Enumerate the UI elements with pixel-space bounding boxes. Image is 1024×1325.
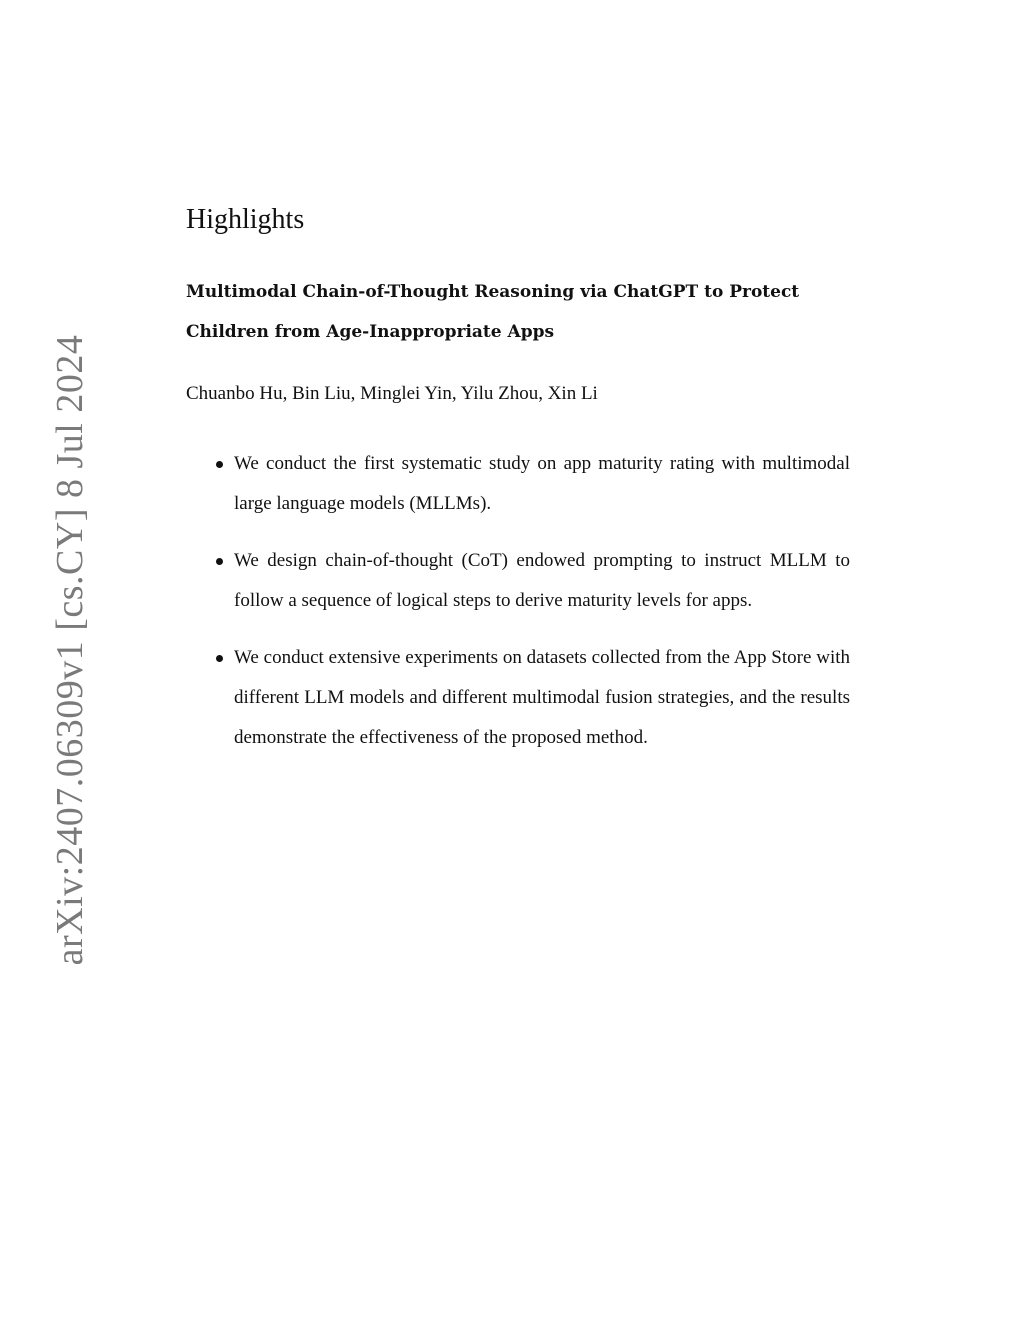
paper-title: Multimodal Chain-of-Thought Reasoning via ChatGPT to Protect Children from Age-Inappropriate Apps [186, 282, 800, 342]
bullet-icon [216, 461, 223, 468]
author-list: Chuanbo Hu, Bin Liu, Minglei Yin, Yilu Zhou, Xin Li [186, 383, 598, 404]
highlights-list [186, 444, 850, 758]
bullet-icon [216, 558, 223, 565]
highlight-text: We conduct the first systematic study on app maturity rating with multimodal large language models (MLLMs). [234, 453, 850, 514]
highlights-page [186, 200, 850, 775]
highlight-item [186, 444, 850, 524]
highlight-item [186, 638, 850, 758]
highlight-text: We conduct extensive experiments on datasets collected from the App Store with different LLM models and different multimodal fusion strategies, and the results demonstrate the effectiveness of the proposed method. [234, 647, 850, 748]
arxiv-identifier-stamp: arXiv:2407.06309v1 [cs.CY] 8 Jul 2024 [49, 334, 91, 966]
highlight-item [186, 541, 850, 621]
highlight-text: We design chain-of-thought (CoT) endowed prompting to instruct MLLM to follow a sequence of logical steps to derive maturity levels for apps. [234, 550, 850, 611]
highlights-heading: Highlights [186, 204, 305, 235]
bullet-icon [216, 655, 223, 662]
